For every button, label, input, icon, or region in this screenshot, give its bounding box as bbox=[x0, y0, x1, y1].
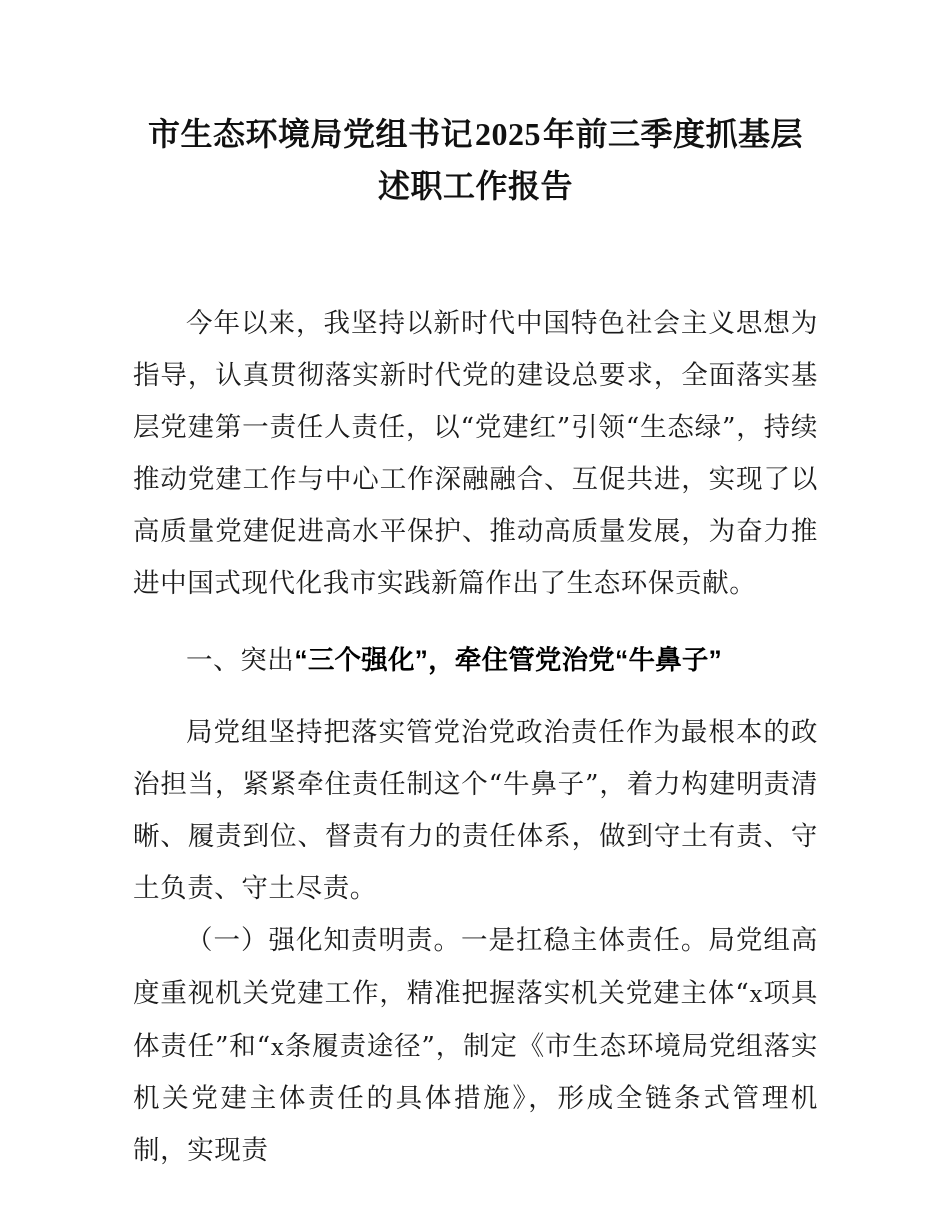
title-year-number: 2025 bbox=[474, 116, 541, 152]
section-heading-1 bbox=[133, 634, 818, 687]
paragraph-item-1 bbox=[133, 915, 818, 1177]
title-text-part-2: 年前三季度抓基 bbox=[542, 116, 771, 152]
paragraph-item-1-placeholder-1: x bbox=[749, 978, 764, 1008]
paragraph-item-1-placeholder-2: x bbox=[270, 1031, 285, 1061]
section-heading-1-prefix: 一、突出 bbox=[186, 645, 295, 676]
paragraph-item-1-part-2: 项具体责任”和“ bbox=[133, 978, 818, 1062]
document-content-column bbox=[133, 0, 818, 1177]
title-text-part-3: 层述职工作报告 bbox=[377, 116, 804, 204]
paragraph-item-1-part-3: 条履责途径”，制定《市生态环境局党组落实机关党建主体责任的具体措施》，形成全链条式管理机制，实现责 bbox=[133, 1031, 818, 1166]
page-title bbox=[133, 0, 818, 212]
paragraph-section1-body: 局党组坚持把落实管党治党政治责任作为最根本的政治担当，紧紧牵住责任制这个“牛鼻子”，着力构建明责清晰、履责到位、督责有力的责任体系，做到守土有责、守土负责、守土尽责。 bbox=[133, 717, 818, 904]
paragraph-item-1-part-1: （一）强化知责明责。一是扛稳主体责任。局党组高度重视机关党建工作，精准把握落实机关党建主体“ bbox=[133, 925, 818, 1009]
paragraph-intro: 今年以来，我坚持以新时代中国特色社会主义思想为指导，认真贯彻落实新时代党的建设总要求，全面落实基层党建第一责任人责任，以“党建红”引领“生态绿”，持续推动党建工作与中心工作深融融合、互促共进，实现了以高质量党建促进高水平保护、推动高质量发展，为奋力推进中国式现代化我市实践新篇作出了生态环保贡献。 bbox=[133, 308, 818, 599]
document-body bbox=[133, 298, 818, 1177]
title-text-part-1: 市生态环境局党组书记 bbox=[147, 116, 473, 152]
section-heading-1-emphasis: “三个强化”，牵住管党治党“牛鼻子” bbox=[294, 645, 723, 675]
